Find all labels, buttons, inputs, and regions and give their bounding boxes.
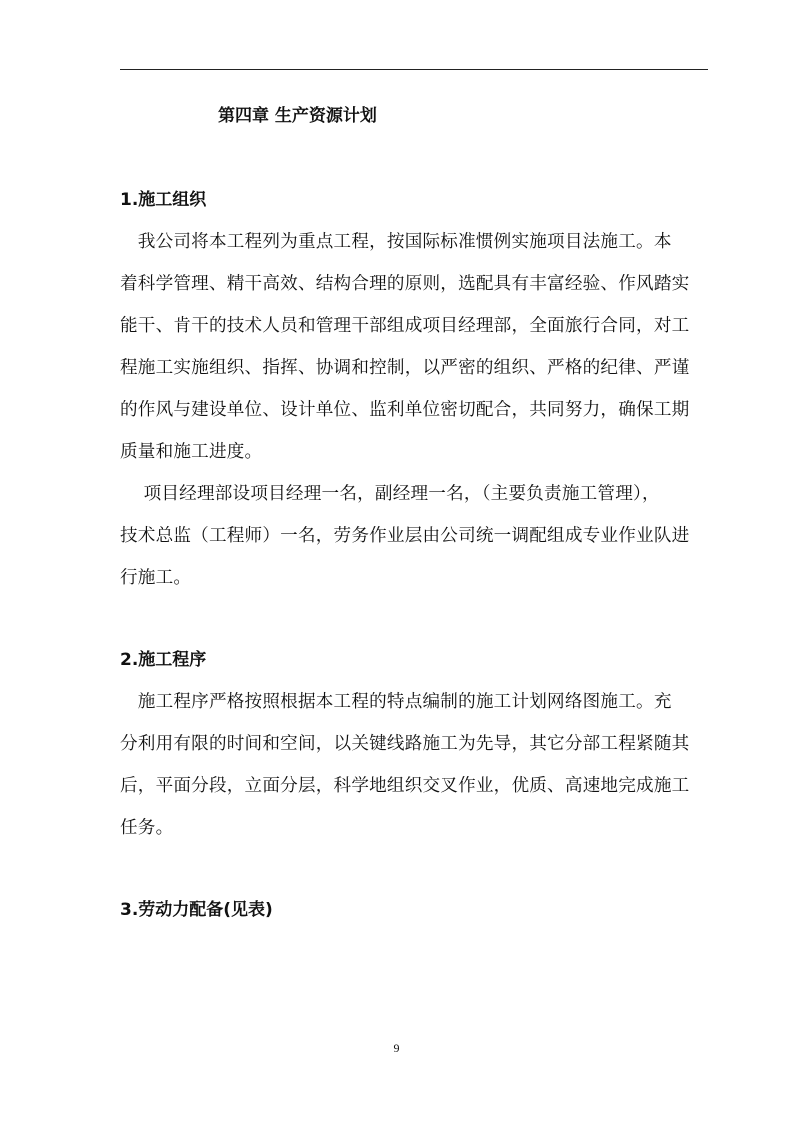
text-line: 施工程序严格按照根据本工程的特点编制的施工计划网络图施工。充 [120, 692, 672, 712]
text-line: 我公司将本工程列为重点工程，按国际标准惯例实施项目法施工。本 [120, 232, 672, 252]
text-line: 行施工。 [120, 568, 192, 588]
section-heading-labor-allocation: 3.劳动力配备(见表) [120, 900, 273, 920]
text-line: 后，平面分段，立面分层，科学地组织交叉作业，优质、高速地完成施工 [120, 776, 690, 796]
text-line: 着科学管理、精干高效、结构合理的原则，选配具有丰富经验、作风踏实 [120, 274, 690, 294]
text-line: 能干、肯干的技术人员和管理干部组成项目经理部，全面旅行合同，对工 [120, 316, 690, 336]
header-rule [120, 69, 708, 70]
section-heading-construction-organization: 1.施工组织 [120, 190, 207, 210]
text-line: 项目经理部设项目经理一名，副经理一名，（主要负责施工管理）， [120, 484, 660, 504]
page-number: 9 [393, 1041, 400, 1055]
section-heading-construction-procedure: 2.施工程序 [120, 650, 207, 670]
chapter-title: 第四章 生产资源计划 [218, 106, 377, 126]
text-line: 的作风与建设单位、设计单位、监利单位密切配合，共同努力，确保工期 [120, 400, 690, 420]
text-line: 任务。 [120, 818, 174, 838]
text-line: 分利用有限的时间和空间，以关键线路施工为先导，其它分部工程紧随其 [120, 734, 690, 754]
text-line: 程施工实施组织、指挥、协调和控制，以严密的组织、严格的纪律、严谨 [120, 358, 690, 378]
text-line: 质量和施工进度。 [120, 442, 263, 462]
text-line: 技术总监（工程师）一名，劳务作业层由公司统一调配组成专业作业队进 [120, 526, 690, 546]
